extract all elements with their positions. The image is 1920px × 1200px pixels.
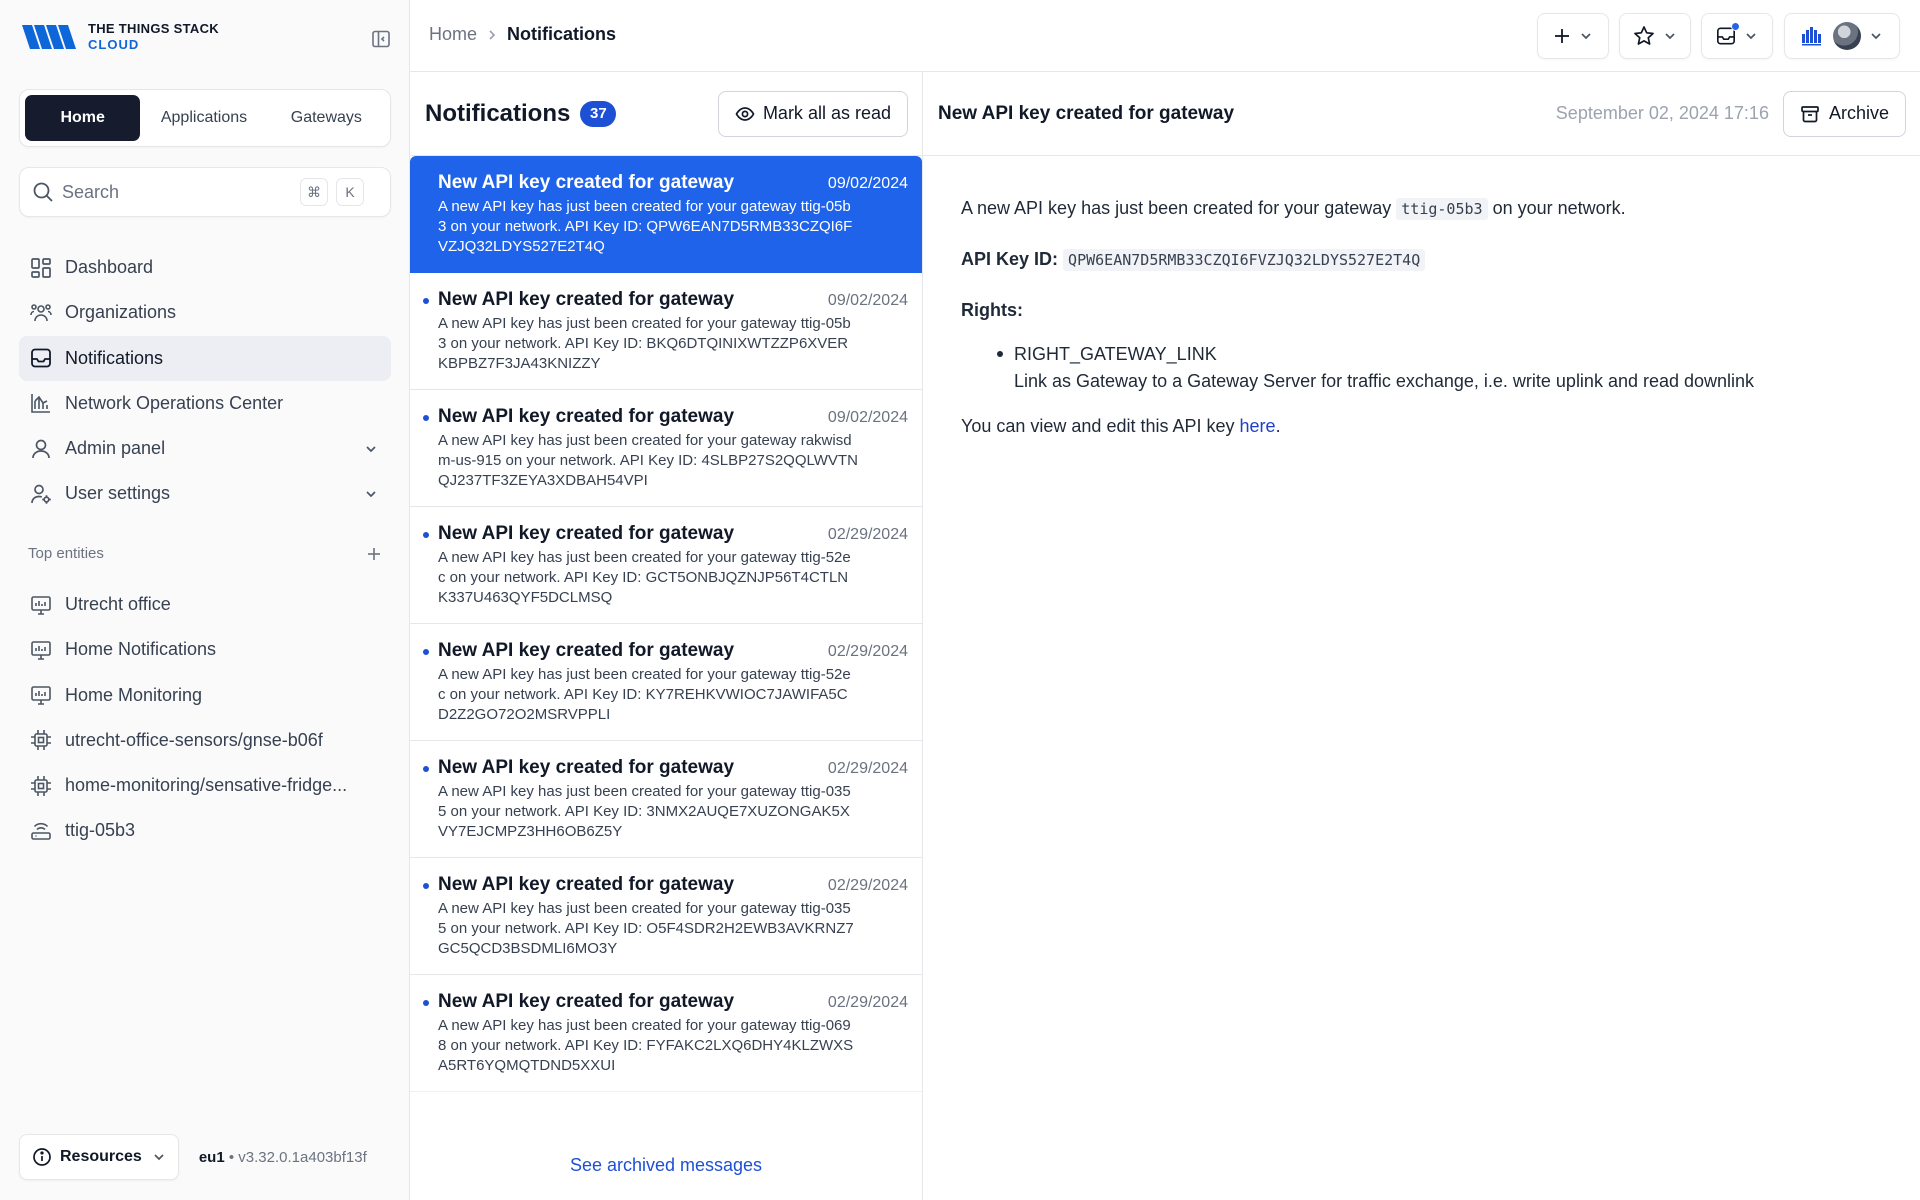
chart-icon xyxy=(29,391,53,415)
breadcrumb xyxy=(429,24,616,45)
shortcut-mod-key: ⌘ xyxy=(300,178,328,206)
sidebar xyxy=(0,0,410,1200)
nav-item-notifications[interactable] xyxy=(19,336,391,381)
search-input[interactable] xyxy=(62,182,292,203)
api-key-label: API Key ID: xyxy=(961,249,1059,269)
notification-preview: A new API key has just been created for your gateway ttig-0355 on your network. API Key ID: O5F4SDR2H2EWB3AVKRNZ7GC5QCD3BSDMLI6MO3Y xyxy=(438,900,854,957)
entity-label: Utrecht office xyxy=(65,594,171,614)
chevron-right-icon xyxy=(486,28,498,42)
resources-label: Resources xyxy=(60,1148,142,1165)
brand-name: THE THINGS STACK xyxy=(88,21,219,36)
entity-item-ttig-05b3[interactable] xyxy=(19,808,391,853)
cluster-name: eu1 xyxy=(198,1148,225,1166)
unread-dot xyxy=(423,649,429,655)
chevron-down-icon[interactable] xyxy=(361,484,381,504)
notification-item[interactable] xyxy=(410,741,922,858)
notification-title: New API key created for gateway xyxy=(438,172,735,193)
breadcrumb-current: Notifications xyxy=(507,24,617,44)
notification-preview: A new API key has just been created for your gateway ttig-05b3 on your network. API Key ID: QPW6EAN7D5RMB33CZQI6FVZJQ32LDYS527E2T4Q xyxy=(438,198,853,255)
version-separator: • xyxy=(228,1148,235,1166)
api-key-line xyxy=(961,247,1882,272)
unread-dot xyxy=(423,298,429,304)
inbox-icon xyxy=(29,346,53,370)
notification-date: 02/29/2024 xyxy=(827,877,908,894)
top-entities-list xyxy=(19,582,391,854)
archive-icon xyxy=(1800,104,1820,124)
unread-dot xyxy=(423,415,429,421)
top-entities-heading: Top entities xyxy=(28,545,104,562)
tab-gateways[interactable]: Gateways xyxy=(290,109,362,126)
profile-menu-button[interactable] xyxy=(1784,13,1900,59)
chevron-down-icon xyxy=(152,1150,166,1164)
device-chip-icon xyxy=(29,728,53,752)
notification-item[interactable] xyxy=(410,156,922,273)
intro-text-end: on your network. xyxy=(1492,198,1626,218)
notification-preview: A new API key has just been created for your gateway ttig-0355 on your network. API Key ID: 3NMX2AUQE7XUZONGAK5XVY7EJCMPZ3HH6OB6Z5Y xyxy=(438,783,851,840)
notification-item[interactable] xyxy=(410,507,922,624)
detail-date: September 02, 2024 17:16 xyxy=(1555,103,1769,123)
notification-date: 02/29/2024 xyxy=(827,994,908,1011)
nav-item-network-operations-center[interactable] xyxy=(19,381,391,426)
nav-item-organizations[interactable] xyxy=(19,290,391,335)
notification-date: 02/29/2024 xyxy=(827,760,908,777)
avatar xyxy=(1833,22,1861,50)
plus-icon xyxy=(366,546,382,562)
organizations-icon xyxy=(29,301,53,325)
detail-header xyxy=(923,72,1920,156)
plus-icon xyxy=(1553,27,1571,45)
entity-label: utrecht-office-sensors/gnse-b06f xyxy=(65,729,323,750)
unread-dot xyxy=(423,883,429,889)
entity-label: Home Notifications xyxy=(65,639,217,660)
detail-title: New API key created for gateway xyxy=(938,102,1235,124)
notifications-list-panel xyxy=(410,72,923,1200)
eye-icon xyxy=(735,104,755,124)
notification-title: New API key created for gateway xyxy=(438,406,735,427)
entity-label: home-monitoring/sensative-fridge... xyxy=(65,775,348,796)
rights-heading xyxy=(961,298,1882,322)
entity-label: ttig-05b3 xyxy=(65,820,136,841)
notification-item[interactable] xyxy=(410,273,922,390)
search-icon xyxy=(32,181,54,203)
nav-label: Dashboard xyxy=(65,257,154,277)
entity-item-gnse-b06f[interactable] xyxy=(19,718,391,763)
resources-button[interactable] xyxy=(19,1134,179,1180)
inbox-icon xyxy=(1716,26,1736,46)
user-icon xyxy=(29,437,53,461)
top-entities-header xyxy=(28,545,382,562)
gateway-icon xyxy=(29,819,53,843)
star-icon xyxy=(1633,25,1655,47)
entity-label: Home Monitoring xyxy=(65,684,203,705)
tab-applications[interactable]: Applications xyxy=(160,109,248,126)
brand-logo-icon xyxy=(18,20,80,54)
application-icon xyxy=(29,683,53,707)
nav-label: Notifications xyxy=(65,347,164,368)
nav-label: Admin panel xyxy=(65,438,166,459)
unread-dot xyxy=(423,766,429,772)
tab-home[interactable]: Home xyxy=(25,95,140,141)
unread-dot xyxy=(423,532,429,538)
brand-tier: CLOUD xyxy=(88,37,140,52)
notification-item[interactable] xyxy=(410,975,922,1092)
bookmarks-button[interactable] xyxy=(1619,13,1691,59)
notification-title: New API key created for gateway xyxy=(438,757,735,778)
info-icon xyxy=(32,1147,52,1167)
application-icon xyxy=(29,638,53,662)
add-entity-button[interactable] xyxy=(366,546,382,562)
notification-date: 09/02/2024 xyxy=(827,409,908,426)
gateway-id-code: ttig-05b3 xyxy=(1396,198,1487,220)
notification-title: New API key created for gateway xyxy=(438,640,735,661)
right-name: RIGHT_GATEWAY_LINK xyxy=(1014,344,1217,364)
list-header xyxy=(410,72,922,156)
unread-dot xyxy=(1731,22,1740,31)
shortcut-k-key: K xyxy=(336,178,364,206)
add-menu-button[interactable] xyxy=(1537,13,1609,59)
device-chip-icon xyxy=(29,774,53,798)
notification-item[interactable] xyxy=(410,858,922,975)
entity-item-utrecht-office[interactable] xyxy=(19,582,391,627)
intro-text: A new API key has just been created for your gateway xyxy=(961,198,1392,218)
footer-period: . xyxy=(1275,416,1281,436)
archive-label: Archive xyxy=(1828,103,1889,123)
nav-label: User settings xyxy=(65,483,171,504)
organization-logo-icon xyxy=(1801,26,1825,46)
nav-item-dashboard[interactable] xyxy=(19,245,391,290)
see-archived-link[interactable]: See archived messages xyxy=(569,1154,763,1175)
unread-dot xyxy=(423,1000,429,1006)
rights-list xyxy=(997,344,1882,392)
chevron-down-icon xyxy=(1869,29,1883,43)
detail-intro xyxy=(961,196,1882,221)
entity-item-home-monitoring[interactable] xyxy=(19,673,391,718)
version-number: v3.32.0.1a403bf13f xyxy=(238,1148,367,1166)
notification-preview: A new API key has just been created for your gateway ttig-05b3 on your network. API Key ID: BKQ6DTQINIXWTZZP6XVERKBPBZ7F3JA43KNIZZY xyxy=(438,315,851,372)
sidebar-footer xyxy=(19,1134,399,1180)
notification-title: New API key created for gateway xyxy=(438,289,735,310)
brand-logo[interactable] xyxy=(18,20,219,54)
nav-item-user-settings[interactable] xyxy=(19,471,391,516)
notification-title: New API key created for gateway xyxy=(438,991,735,1012)
application-icon xyxy=(29,593,53,617)
notification-title: New API key created for gateway xyxy=(438,523,735,544)
right-description: Link as Gateway to a Gateway Server for traffic exchange, i.e. write uplink and read downlink xyxy=(1014,371,1755,391)
user-settings-icon xyxy=(29,482,53,506)
chevron-down-icon xyxy=(1579,29,1593,43)
panel-title: Notifications xyxy=(425,99,571,127)
chevron-down-icon xyxy=(1663,29,1677,43)
search-box[interactable] xyxy=(19,167,391,217)
notification-date: 02/29/2024 xyxy=(827,526,908,543)
nav-label: Organizations xyxy=(65,302,177,323)
breadcrumb-home[interactable]: Home xyxy=(429,24,478,44)
context-switcher xyxy=(19,89,391,147)
notification-item[interactable] xyxy=(410,624,922,741)
detail-body xyxy=(923,156,1920,504)
sidebar-toggle-icon xyxy=(371,29,391,49)
notification-date: 09/02/2024 xyxy=(827,292,908,309)
mark-all-read-button[interactable] xyxy=(718,91,908,137)
chevron-down-icon[interactable] xyxy=(361,439,381,459)
notifications-menu-button[interactable] xyxy=(1701,13,1773,59)
rights-label: Rights: xyxy=(961,300,1023,320)
entity-item-sensative-fridge[interactable] xyxy=(19,763,391,808)
notification-preview: A new API key has just been created for your gateway ttig-52ec on your network. API Key ID: KY7REHKVWIOC7JAWIFA5CD2Z2GO72O2MSRVPPLI xyxy=(438,666,851,723)
notification-detail-panel xyxy=(923,72,1920,1200)
list-bullet xyxy=(997,351,1003,357)
api-key-code: QPW6EAN7D5RMB33CZQI6FVZJQ32LDYS527E2T4Q xyxy=(1063,249,1425,271)
main-nav xyxy=(19,245,391,517)
notification-date: 02/29/2024 xyxy=(827,643,908,660)
notification-preview: A new API key has just been created for your gateway rakwisdm-us-915 on your network. API Key ID: 4SLBP27S2QQLWVTNQJ237TF3ZEYA3XDBAH54VPI xyxy=(438,432,858,489)
detail-footer-text xyxy=(961,414,1882,438)
unread-count-badge: 37 xyxy=(580,101,616,127)
notification-date: 09/02/2024 xyxy=(827,175,908,192)
chevron-down-icon xyxy=(1744,29,1758,43)
mark-all-read-label: Mark all as read xyxy=(762,103,891,123)
nav-label: Network Operations Center xyxy=(65,392,284,413)
notification-preview: A new API key has just been created for your gateway ttig-52ec on your network. API Key ID: GCT5ONBJQZNJP56T4CTLNK337U463QYF5DCLMSQ xyxy=(438,549,851,606)
footer-text: You can view and edit this API key xyxy=(961,416,1235,436)
collapse-sidebar-button[interactable] xyxy=(368,26,394,52)
dashboard-icon xyxy=(29,256,53,280)
edit-api-key-link[interactable]: here xyxy=(1239,416,1276,436)
version-info xyxy=(199,1149,367,1166)
notification-item[interactable] xyxy=(410,390,922,507)
top-header xyxy=(410,0,1920,72)
archive-button[interactable] xyxy=(1783,91,1906,137)
notification-preview: A new API key has just been created for your gateway ttig-0698 on your network. API Key ID: FYFAKC2LXQ6DHY4KLZWXSA5RT6YQMQTDND5XXUI xyxy=(438,1017,854,1074)
entity-item-home-notifications[interactable] xyxy=(19,627,391,672)
list-footer xyxy=(410,1090,922,1200)
notification-title: New API key created for gateway xyxy=(438,874,735,895)
nav-item-admin-panel[interactable] xyxy=(19,426,391,471)
